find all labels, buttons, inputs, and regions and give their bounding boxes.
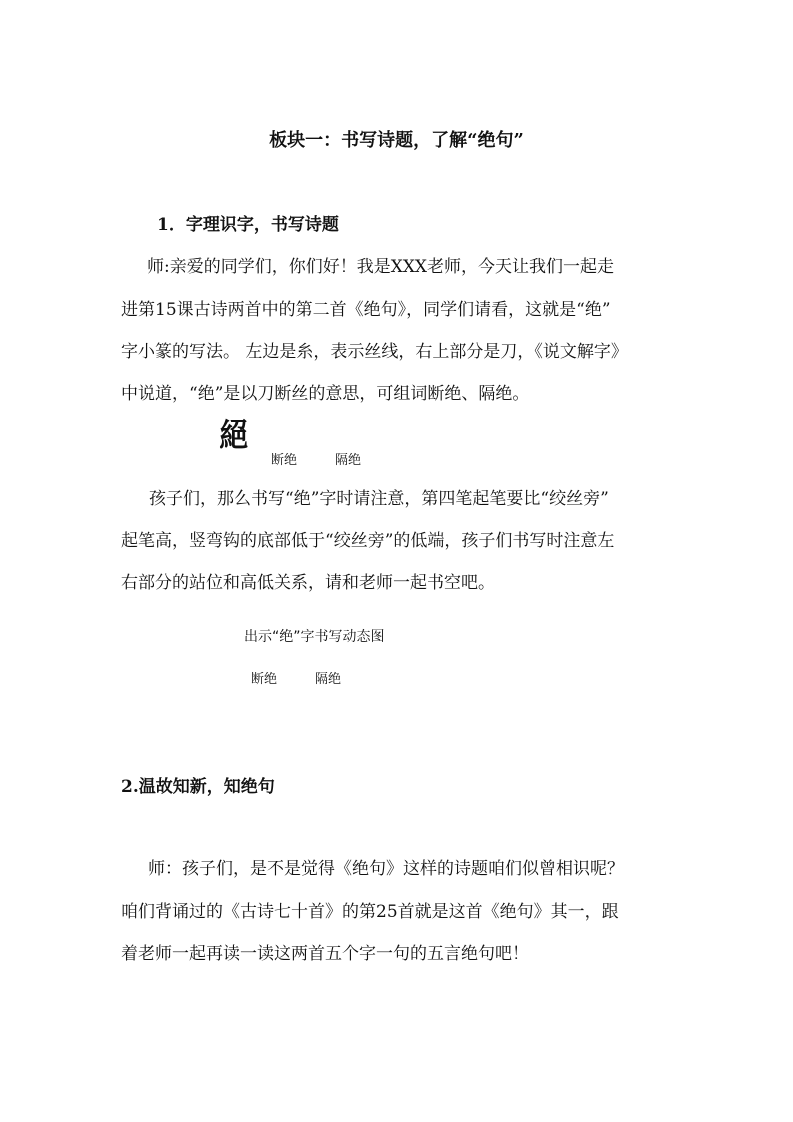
paragraph-line: 中说道，“绝”是以刀断丝的意思，可组词断绝、隔绝。 [121, 384, 530, 404]
word-duanjue-cropped: 断绝 [251, 672, 278, 687]
animation-caption: 出示“绝”字书写动态图 [244, 629, 385, 645]
seal-script-character: 絕 [219, 416, 247, 454]
word-duanjue: 断绝 [271, 453, 298, 468]
part2-heading: 2.温故知新，知绝句 [121, 777, 275, 797]
paragraph-line: 起笔高，竖弯钩的底部低于“绞丝旁”的低端，孩子们书写时注意左 [121, 531, 615, 551]
paragraph-line: 着老师一起再读一读这两首五个字一句的五言绝句吧！ [121, 944, 529, 964]
part1-heading: 1．字理识字，书写诗题 [157, 215, 339, 235]
paragraph-line: 师:亲爱的同学们，你们好！我是XXX老师，今天让我们一起走 [147, 257, 615, 277]
word-gejue: 隔绝 [335, 453, 362, 468]
paragraph-line: 字小篆的写法。 左边是糸，表示丝线，右上部分是刀，《说文解字》 [121, 342, 628, 362]
paragraph-line: 右部分的站位和高低关系，请和老师一起书空吧。 [121, 573, 495, 593]
word-gejue-cropped: 隔绝 [315, 672, 342, 687]
paragraph-line: 师：孩子们，是不是觉得《绝句》这样的诗题咱们似曾相识呢？ [148, 859, 624, 879]
paragraph-line: 咱们背诵过的《古诗七十首》的第25首就是这首《绝句》其一，跟 [121, 902, 619, 922]
paragraph-line: 进第15课古诗两首中的第二首《绝句》，同学们请看，这就是“绝” [121, 300, 611, 320]
paragraph-line: 孩子们，那么书写“绝”字时请注意，第四笔起笔要比“绞丝旁” [149, 489, 609, 509]
section-title: 板块一：书写诗题，了解“绝句” [269, 130, 524, 151]
